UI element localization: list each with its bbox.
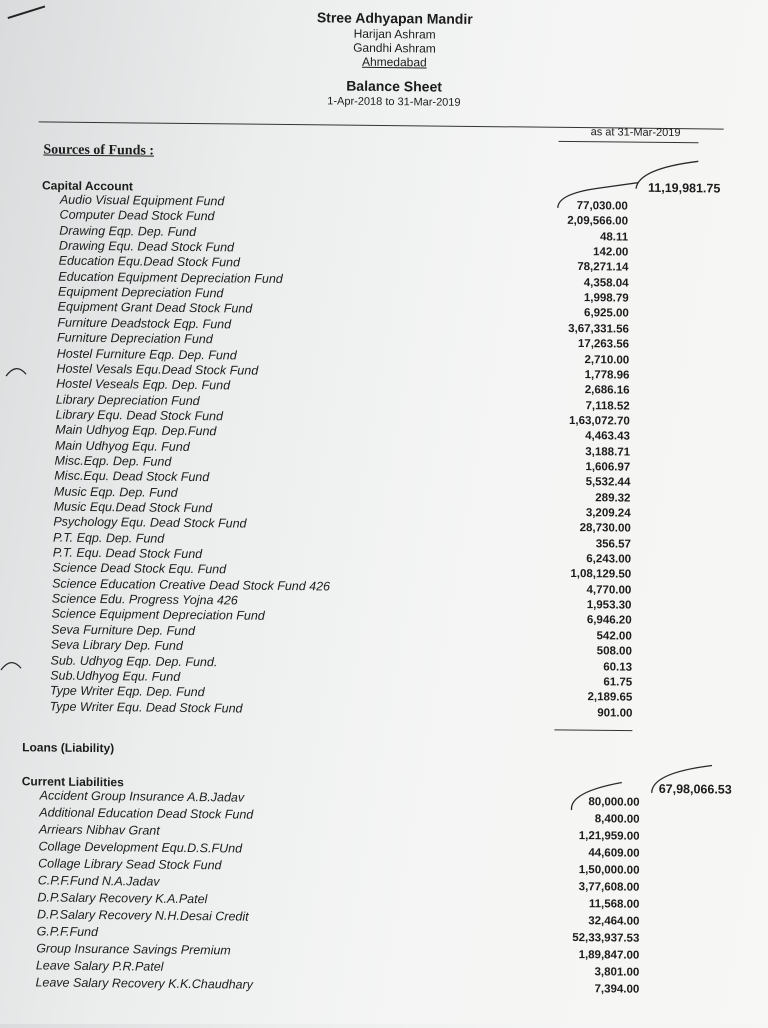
line-item-name: D.P.Salary Recovery N.H.Desai Credit [36, 907, 249, 924]
line-item-name: Accident Group Insurance A.B.Jadav [39, 788, 245, 805]
line-item-name: Main Udhyog Equ. Fund [54, 438, 190, 454]
capital-account-total: 11,19,981.75 [647, 180, 721, 196]
line-item-amount: 356.57 [595, 537, 631, 551]
line-item-amount: 1,606.97 [585, 461, 631, 474]
line-item-amount: 3,188.71 [585, 445, 631, 459]
line-item-name: Group Insurance Savings Premium [36, 941, 231, 958]
line-item-amount: 4,770.00 [586, 583, 632, 597]
line-item-name: Arriears Nibhav Grant [38, 822, 160, 838]
line-item-name: Sub.Udhyog Equ. Fund [50, 668, 181, 684]
line-item-name: Hostel Furniture Eqp. Dep. Fund [56, 346, 237, 362]
line-item-name: Library Depreciation Fund [55, 392, 200, 408]
pen-stroke-top-left [8, 6, 45, 18]
line-item-name: Library Equ. Dead Stock Fund [55, 407, 224, 424]
capital-account-heading: Capital Account [41, 178, 134, 194]
line-item-name: Seva Library Dep. Fund [50, 637, 183, 654]
line-item-amount: 6,925.00 [584, 307, 629, 321]
pen-stroke-margin-mark-1 [6, 369, 26, 377]
address-line-2: Gandhi Ashram [353, 40, 436, 56]
line-item-amount: 1,08,129.50 [570, 568, 632, 582]
line-item-amount: 1,953.30 [586, 599, 632, 612]
line-item-amount: 3,801.00 [594, 966, 640, 979]
line-item-amount: 52,33,937.53 [572, 932, 640, 945]
line-item-name: Misc.Eqp. Dep. Fund [54, 453, 172, 469]
line-item-name: Type Writer Equ. Dead Stock Fund [49, 699, 243, 716]
line-item-amount: 60.13 [603, 660, 633, 674]
line-item-amount: 32,464.00 [588, 915, 640, 928]
as-at-label: as at 31-Mar-2019 [590, 126, 681, 140]
line-item-amount: 7,118.52 [585, 399, 630, 413]
line-item-name: Equipment Depreciation Fund [57, 284, 224, 301]
address-line-3: Ahmedabad [361, 54, 427, 70]
line-item-name: Seva Furniture Dep. Fund [51, 622, 196, 638]
line-item-amount: 80,000.00 [588, 796, 640, 809]
line-item-amount: 1,998.79 [583, 292, 629, 305]
line-item-amount: 542.00 [596, 630, 632, 643]
line-item-name: Science Edu. Progress Yojna 426 [51, 591, 238, 608]
line-item-amount: 2,189.65 [587, 691, 633, 704]
sources-heading: Sources of Funds : [43, 142, 155, 159]
line-item-name: P.T. Eqp. Dep. Fund [52, 530, 165, 546]
line-item-name: C.P.F.Fund N.A.Jadav [37, 873, 160, 889]
line-item-name: G.P.F.Fund [36, 924, 99, 940]
line-item-name: Education Equ.Dead Stock Fund [58, 253, 241, 270]
line-item-name: Audio Visual Equipment Fund [59, 192, 225, 209]
line-item-name: Computer Dead Stock Fund [59, 207, 215, 224]
line-item-name: D.P.Salary Recovery K.A.Patel [37, 890, 208, 907]
line-item-name: Education Equipment Depreciation Fund [58, 269, 283, 286]
pen-stroke-margin-mark-2 [1, 662, 21, 670]
line-item-name: Music Equ.Dead Stock Fund [53, 499, 213, 516]
line-item-amount: 7,394.00 [594, 983, 640, 996]
line-item-amount: 1,63,072.70 [568, 414, 630, 428]
line-item-amount: 8,400.00 [594, 813, 640, 826]
line-item-name: Science Dead Stock Equ. Fund [52, 560, 227, 577]
pen-stroke-underline [554, 730, 632, 731]
line-item-amount: 1,50,000.00 [578, 864, 640, 877]
line-item-amount: 901.00 [597, 706, 633, 720]
line-item-name: Main Udhyog Eqp. Dep.Fund [55, 422, 217, 439]
line-item-name: Collage Library Sead Stock Fund [38, 856, 222, 873]
line-item-amount: 17,263.56 [577, 338, 630, 351]
line-item-name: Hostel Vesals Equ.Dead Stock Fund [56, 361, 259, 378]
line-item-amount: 3,209.24 [585, 507, 631, 520]
report-title: Balance Sheet [346, 77, 443, 95]
line-item-amount: 3,77,608.00 [578, 881, 640, 894]
line-item-amount: 11,568.00 [588, 898, 640, 911]
organization-header [289, 9, 500, 70]
line-item-amount: 2,710.00 [584, 353, 630, 367]
report-period: 1-Apr-2018 to 31-Mar-2019 [327, 95, 461, 109]
line-item-name: Leave Salary P.R.Patel [35, 958, 164, 974]
line-item-name: Furniture Deadstock Eqp. Fund [57, 315, 232, 332]
line-item-amount: 6,243.00 [586, 553, 632, 566]
line-item-amount: 1,778.96 [584, 368, 630, 382]
line-item-amount: 508.00 [596, 645, 632, 658]
line-item-name: Misc.Equ. Dead Stock Fund [54, 468, 210, 485]
line-item-amount: 1,89,847.00 [578, 949, 640, 962]
current-liabilities-heading: Current Liabilities [21, 774, 124, 790]
line-item-amount: 289.32 [595, 491, 631, 505]
line-item-name: Furniture Depreciation Fund [57, 330, 213, 347]
line-item-amount: 44,609.00 [588, 847, 640, 860]
line-item-amount: 28,730.00 [579, 522, 631, 535]
line-item-name: Science Education Creative Dead Stock Fund 426 [52, 576, 331, 594]
report-title-block [289, 77, 499, 110]
line-item-amount: 48.11 [599, 230, 629, 244]
line-item-amount: 2,09,566.00 [567, 215, 629, 228]
line-item-amount: 4,463.43 [585, 430, 631, 443]
line-item-name: Drawing Eqp. Dep. Fund [59, 223, 197, 239]
loans-heading: Loans (Liability) [22, 740, 115, 756]
line-item-name: Science Equipment Depreciation Fund [51, 606, 265, 624]
line-item-amount: 6,946.20 [586, 614, 632, 628]
line-item-name: Sub. Udhyog Eqp. Dep. Fund. [50, 653, 218, 669]
line-item-name: Leave Salary Recovery K.K.Chaudhary [35, 975, 254, 992]
line-item-amount: 77,030.00 [576, 200, 628, 213]
line-item-amount: 78,271.14 [577, 261, 629, 274]
line-item-amount: 3,67,331.56 [568, 322, 630, 336]
line-item-amount: 5,532.44 [585, 476, 631, 489]
org-name: Stree Adhyapan Mandir [316, 9, 473, 27]
line-item-amount: 142.00 [593, 246, 629, 259]
address-line-1: Harijan Ashram [353, 26, 436, 42]
line-item-name: Music Eqp. Dep. Fund [53, 484, 178, 500]
line-item-name: Psychology Equ. Dead Stock Fund [53, 514, 247, 531]
line-item-name: Collage Development Equ.D.S.FUnd [38, 839, 243, 856]
current-liabilities-total: 67,98,066.53 [658, 781, 732, 797]
line-item-amount: 2,686.16 [584, 384, 630, 397]
line-item-amount: 61.75 [603, 676, 633, 689]
line-item-name: Hostel Veseals Eqp. Dep. Fund [56, 376, 231, 393]
line-item-name: P.T. Equ. Dead Stock Fund [52, 545, 203, 562]
line-item-name: Drawing Equ. Dead Stock Fund [58, 238, 235, 255]
line-item-name: Type Writer Eqp. Dep. Fund [49, 683, 205, 700]
line-item-amount: 4,358.04 [583, 276, 629, 290]
line-item-name: Equipment Grant Dead Stock Fund [57, 300, 253, 317]
line-item-amount: 1,21,959.00 [578, 830, 640, 843]
line-item-name: Additional Education Dead Stock Fund [39, 805, 254, 822]
